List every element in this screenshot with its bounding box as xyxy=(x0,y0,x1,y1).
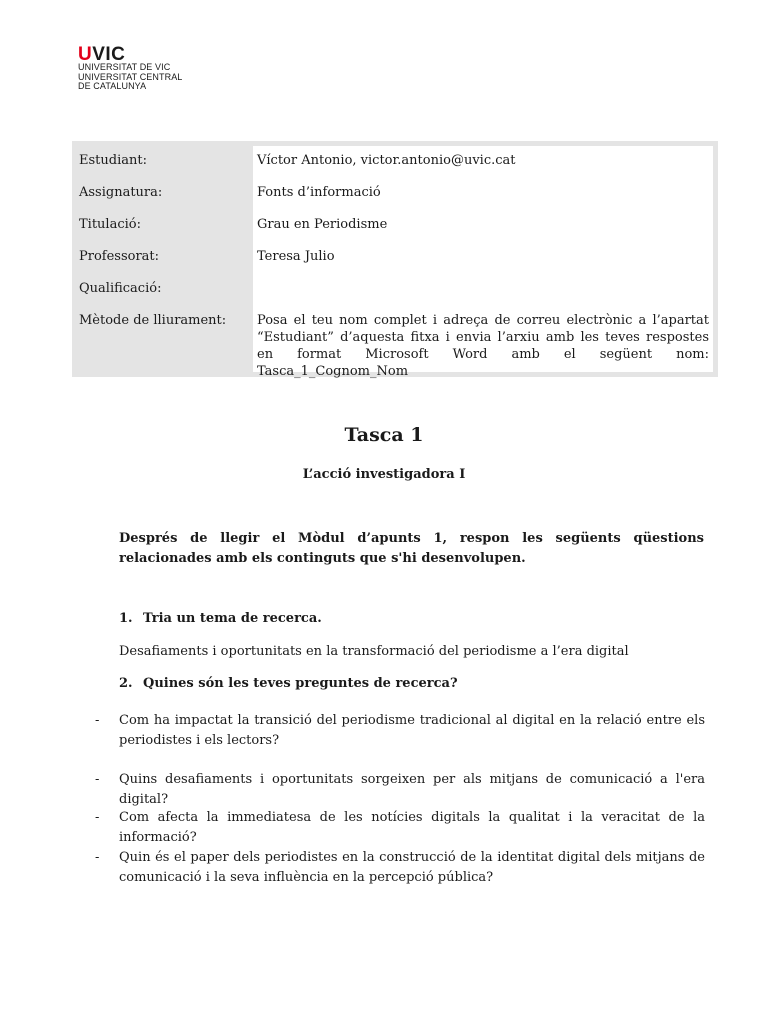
degree-value: Grau en Periodisme xyxy=(257,217,388,232)
question-number: 1. xyxy=(119,611,133,626)
question-2 xyxy=(119,676,458,691)
research-question-text: Com afecta la immediatesa de les notícies digitals la qualitat i la veracitat de la informació? xyxy=(119,810,705,845)
subject-value: Fonts d’informació xyxy=(257,185,381,200)
task-instructions: Després de llegir el Mòdul d’apunts 1, respon les següents qüestions relacionades amb els continguts que s'hi desenvolupen. xyxy=(119,531,704,566)
bullet-dash: - xyxy=(95,810,100,825)
student-label: Estudiant: xyxy=(79,153,147,168)
logo-line: UNIVERSITAT CENTRAL xyxy=(78,71,183,82)
question-1 xyxy=(119,611,322,626)
research-question-text: Quins desafiaments i oportunitats sorgeixen per als mitjans de comunicació a l'era digital? xyxy=(119,772,705,807)
degree-label: Titulació: xyxy=(79,217,141,232)
answer-1: Desafiaments i oportunitats en la transformació del periodisme a l’era digital xyxy=(119,644,629,659)
bullet-dash: - xyxy=(95,772,100,787)
bullet-dash: - xyxy=(95,713,100,728)
grade-label: Qualificació: xyxy=(79,281,162,296)
research-question-text: Com ha impactat la transició del periodisme tradicional al digital en la relació entre els periodistes i els lectors? xyxy=(119,713,705,748)
question-text: Tria un tema de recerca. xyxy=(143,611,322,626)
subject-label: Assignatura: xyxy=(79,185,163,200)
teacher-label: Professorat: xyxy=(79,249,160,264)
university-logo xyxy=(78,46,182,92)
question-text: Quines són les teves preguntes de recerca? xyxy=(143,676,458,691)
delivery-value: Posa el teu nom complet i adreça de correu electrònic a l’apartat “Estudiant” d’aquesta fitxa i envia l’arxiu amb les teves respostes en format Microsoft Word amb el següent nom: Tasca_1_Cognom_Nom xyxy=(257,313,709,379)
logo-line: DE CATALUNYA xyxy=(78,81,147,91)
logo-line: UNIVERSITAT DE VIC xyxy=(78,62,171,72)
research-question-text: Quin és el paper dels periodistes en la construcció de la identitat digital dels mitjans de comunicació i la seva influència en la percepció pública? xyxy=(119,850,705,885)
teacher-value: Teresa Julio xyxy=(257,249,335,264)
bullet-dash: - xyxy=(95,850,100,865)
question-number: 2. xyxy=(119,676,133,691)
assignment-info-table xyxy=(72,141,718,377)
task-subtitle: L’acció investigadora I xyxy=(302,467,466,482)
student-value: Víctor Antonio, victor.antonio@uvic.cat xyxy=(257,153,516,168)
logo-mark: UVIC xyxy=(78,44,126,65)
task-title: Tasca 1 xyxy=(344,424,424,446)
delivery-label: Mètode de lliurament: xyxy=(79,313,227,328)
